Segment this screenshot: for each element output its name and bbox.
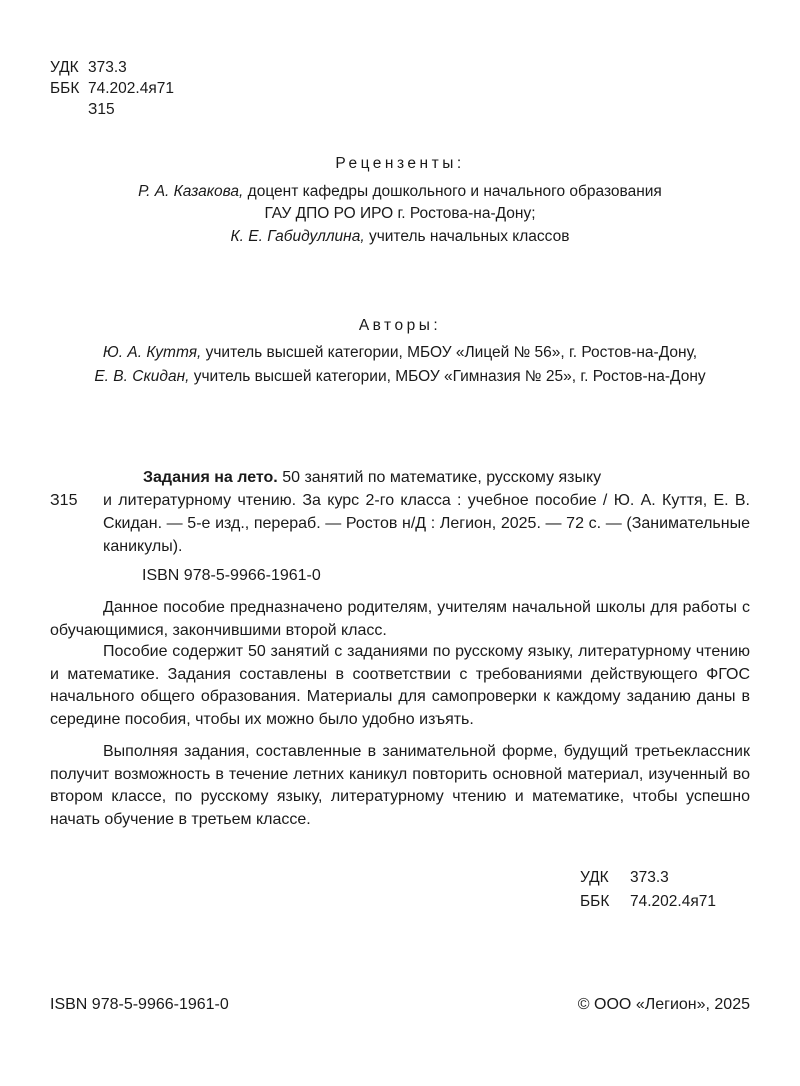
author-1-position: учитель высшей категории, МБОУ «Лицей № 56», г. Ростов-на-Дону, — [201, 344, 698, 361]
bib-first-line-rest: 50 занятий по математике, русскому языку — [277, 469, 602, 486]
classification-codes-top — [50, 58, 174, 121]
reviewer-1-line-1 — [0, 181, 800, 203]
udk-row-bottom — [580, 869, 716, 893]
bib-author-mark: З15 — [50, 492, 78, 509]
bbk-label: ББК — [50, 80, 80, 97]
annotation-paragraph-2: Пособие содержит 50 занятий с заданиями по русскому языку, литературному чтению и математике. Задания составлены в соответствии с требованиями действующего ФГОС начального общего образования. Материалы для самопроверки к каждому заданию даны в середине пособия, чтобы их можно было удобно изъять. — [50, 643, 750, 728]
isbn-record: ISBN 978-5-9966-1961-0 — [142, 567, 321, 584]
reviewer-2-position: учитель начальных классов — [364, 228, 570, 245]
author-2-line — [0, 366, 800, 388]
bib-text — [103, 466, 750, 558]
footer-isbn: ISBN 978-5-9966-1961-0 — [50, 996, 229, 1013]
author-1-line — [0, 342, 800, 364]
udk-value: 373.3 — [88, 59, 127, 76]
footer-copyright: © ООО «Легион», 2025 — [577, 996, 750, 1013]
udk-label: УДК — [50, 59, 79, 76]
reviewer-2-line — [0, 226, 800, 248]
bib-title: Задания на лето. — [143, 469, 278, 486]
reviewers-title: Рецензенты: — [335, 155, 465, 172]
reviewer-1-name: Р. А. Казакова, — [138, 183, 244, 200]
bib-description: и литературному чтению. За курс 2-го класса : учебное пособие / Ю. А. Куття, Е. В. Скидан. — 5-е изд., перераб. — Ростов н/Д : Легион, 2025. — 72 с. — (Занимательные каникулы). — [103, 492, 750, 555]
annotation-paragraph-3: Выполняя задания, составленные в занимательной форме, будущий третьеклассник получит возможность в течение летних каникул повторить основной материал, изученный во втором классе, по русскому языку, литературному чтению и математике, чтобы успешно начать обучение в третьем классе. — [50, 743, 750, 828]
udk-label-bottom: УДК — [580, 869, 609, 886]
udk-row — [50, 58, 174, 79]
reviewer-1-position: доцент кафедры дошкольного и начального образования — [243, 183, 662, 200]
bib-first-line — [103, 466, 750, 489]
reviewer-1-line-2: ГАУ ДПО РО ИРО г. Ростова-на-Дону; — [264, 205, 536, 222]
author-2-name: Е. В. Скидан, — [94, 368, 190, 385]
bbk-value-bottom: 74.202.4я71 — [630, 893, 716, 910]
author-2-position: учитель высшей категории, МБОУ «Гимназия № 25», г. Ростов-на-Дону — [189, 368, 706, 385]
author-mark-row — [50, 100, 174, 121]
udk-value-bottom: 373.3 — [630, 869, 669, 886]
bbk-label-bottom: ББК — [580, 893, 610, 910]
author-mark: З15 — [88, 101, 115, 118]
classification-codes-bottom — [580, 869, 716, 917]
author-1-name: Ю. А. Куття, — [102, 344, 202, 361]
bbk-value: 74.202.4я71 — [88, 80, 174, 97]
annotation-paragraph-1: Данное пособие предназначено родителям, учителям начальной школы для работы с обучающимися, закончившими второй класс. — [50, 599, 750, 639]
bbk-row-bottom — [580, 893, 716, 917]
reviewer-2-name: К. Е. Габидуллина, — [230, 228, 365, 245]
authors-title: Авторы: — [358, 317, 442, 334]
bbk-row — [50, 79, 174, 100]
bibliographic-record — [50, 466, 750, 558]
